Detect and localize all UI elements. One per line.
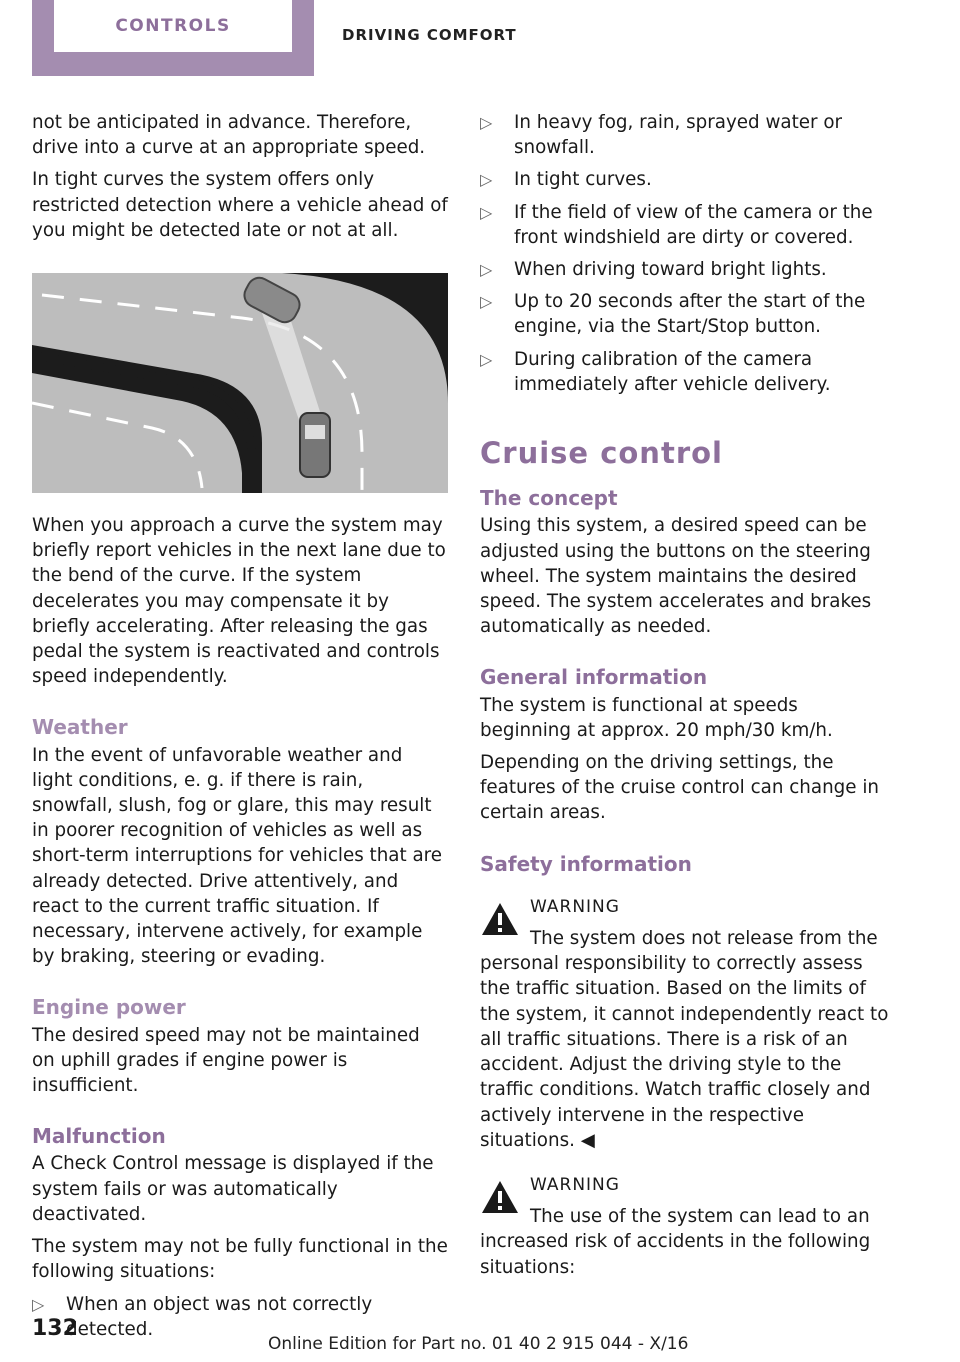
paragraph: not be anticipated in advance. Therefore, drive into a curve at an appropriate speed. [32, 112, 426, 159]
malfunction-heading: Malfunction [32, 1124, 166, 1149]
safety-information-heading: Safety information [480, 851, 692, 876]
bullet-list [480, 110, 894, 397]
triangle-bullet-icon: ▷ [480, 170, 493, 190]
general-information-heading: General information [480, 665, 708, 690]
warning-block [480, 1173, 894, 1280]
warning-text: The system does not release from the personal responsibility to correctly assess the traffic situation. Based on the limits of the system, it cannot independently react to all traffic situations. There is a risk of an accident. Adjust the driving style to the traffic conditions. Watch traffic closely and actively intervene in the respective situations. ◀ [480, 928, 889, 1151]
weather-heading: Weather [32, 715, 128, 740]
list-item: ▷ When an object was not correctly detected. [32, 1293, 373, 1340]
list-item: ▷ In tight curves. [480, 167, 894, 192]
paragraph: In tight curves the system offers only restricted detection where a vehicle ahead of you might be detected late or not at all. [32, 169, 448, 241]
page-number: 132 [32, 1316, 78, 1341]
warning-text: The use of the system can lead to an increased risk of accidents in the following situations: [480, 1206, 871, 1278]
list-item: ▷ Up to 20 seconds after the start of the engine, via the Start/Stop button. [480, 291, 866, 338]
triangle-bullet-icon: ▷ [480, 349, 493, 369]
section-title: DRIVING COMFORT [342, 26, 517, 44]
paragraph: The desired speed may not be maintained on uphill grades if engine power is insufficient. [32, 1024, 420, 1097]
curve-illustration [32, 273, 448, 493]
paragraph: A Check Control message is displayed if the system fails or was automatically deactivated. [32, 1153, 434, 1225]
paragraph: Using this system, a desired speed can be adjusted using the buttons on the steering wheel. The system maintains the desired speed. The system accelerates and brakes automatically as needed. [480, 515, 872, 638]
warning-label: WARNING [530, 1174, 620, 1195]
edition-footer: Online Edition for Part no. 01 40 2 915 044 - X/16 [268, 1334, 689, 1354]
warning-triangle-icon [480, 1179, 520, 1215]
triangle-bullet-icon: ▷ [480, 260, 493, 280]
right-column [480, 110, 894, 1280]
list-item: ▷ During calibration of the camera immediately after vehicle delivery. [480, 348, 831, 395]
list-item: ▷ In heavy fog, rain, sprayed water or snowfall. [480, 112, 843, 159]
triangle-bullet-icon: ▷ [32, 1294, 45, 1314]
paragraph: The system is functional at speeds beginning at approx. 20 mph/30 km/h. [480, 694, 833, 741]
list-item: ▷ If the field of view of the camera or the front windshield are dirty or covered. [480, 201, 873, 248]
warning-block [480, 895, 894, 1153]
warning-label: WARNING [530, 896, 620, 917]
warning-triangle-icon [480, 901, 520, 937]
engine-power-heading: Engine power [32, 995, 186, 1020]
paragraph: When you approach a curve the system may briefly report vehicles in the next lane due to the bend of the curve. If the system decelerates you may compensate it by briefly accelerating. After releasing the gas pedal the system is reactivated and controls speed independently. [32, 515, 446, 688]
chapter-tab [32, 0, 314, 76]
cruise-control-heading: Cruise control [480, 436, 723, 471]
concept-heading: The concept [480, 486, 618, 511]
chapter-tab-label: CONTROLS [54, 0, 292, 52]
left-column [32, 110, 448, 1349]
paragraph: Depending on the driving settings, the features of the cruise control can change in certain areas. [480, 752, 879, 824]
paragraph: The system may not be fully functional in the following situations: [32, 1236, 448, 1283]
triangle-bullet-icon: ▷ [480, 202, 493, 222]
triangle-bullet-icon: ▷ [480, 113, 493, 132]
curve-road-image [32, 273, 448, 493]
paragraph: In the event of unfavorable weather and light conditions, e. g. if there is rain, snowfall, slush, fog or glare, this may result in poorer recognition of vehicles as well as short-term interruptions for vehicles that are already detected. Drive attentively, and react to the current traffic situation. If necessary, intervene actively, for example by braking, steering or evading. [32, 744, 443, 968]
list-item: ▷ When driving toward bright lights. [480, 257, 894, 282]
triangle-bullet-icon: ▷ [480, 292, 493, 312]
